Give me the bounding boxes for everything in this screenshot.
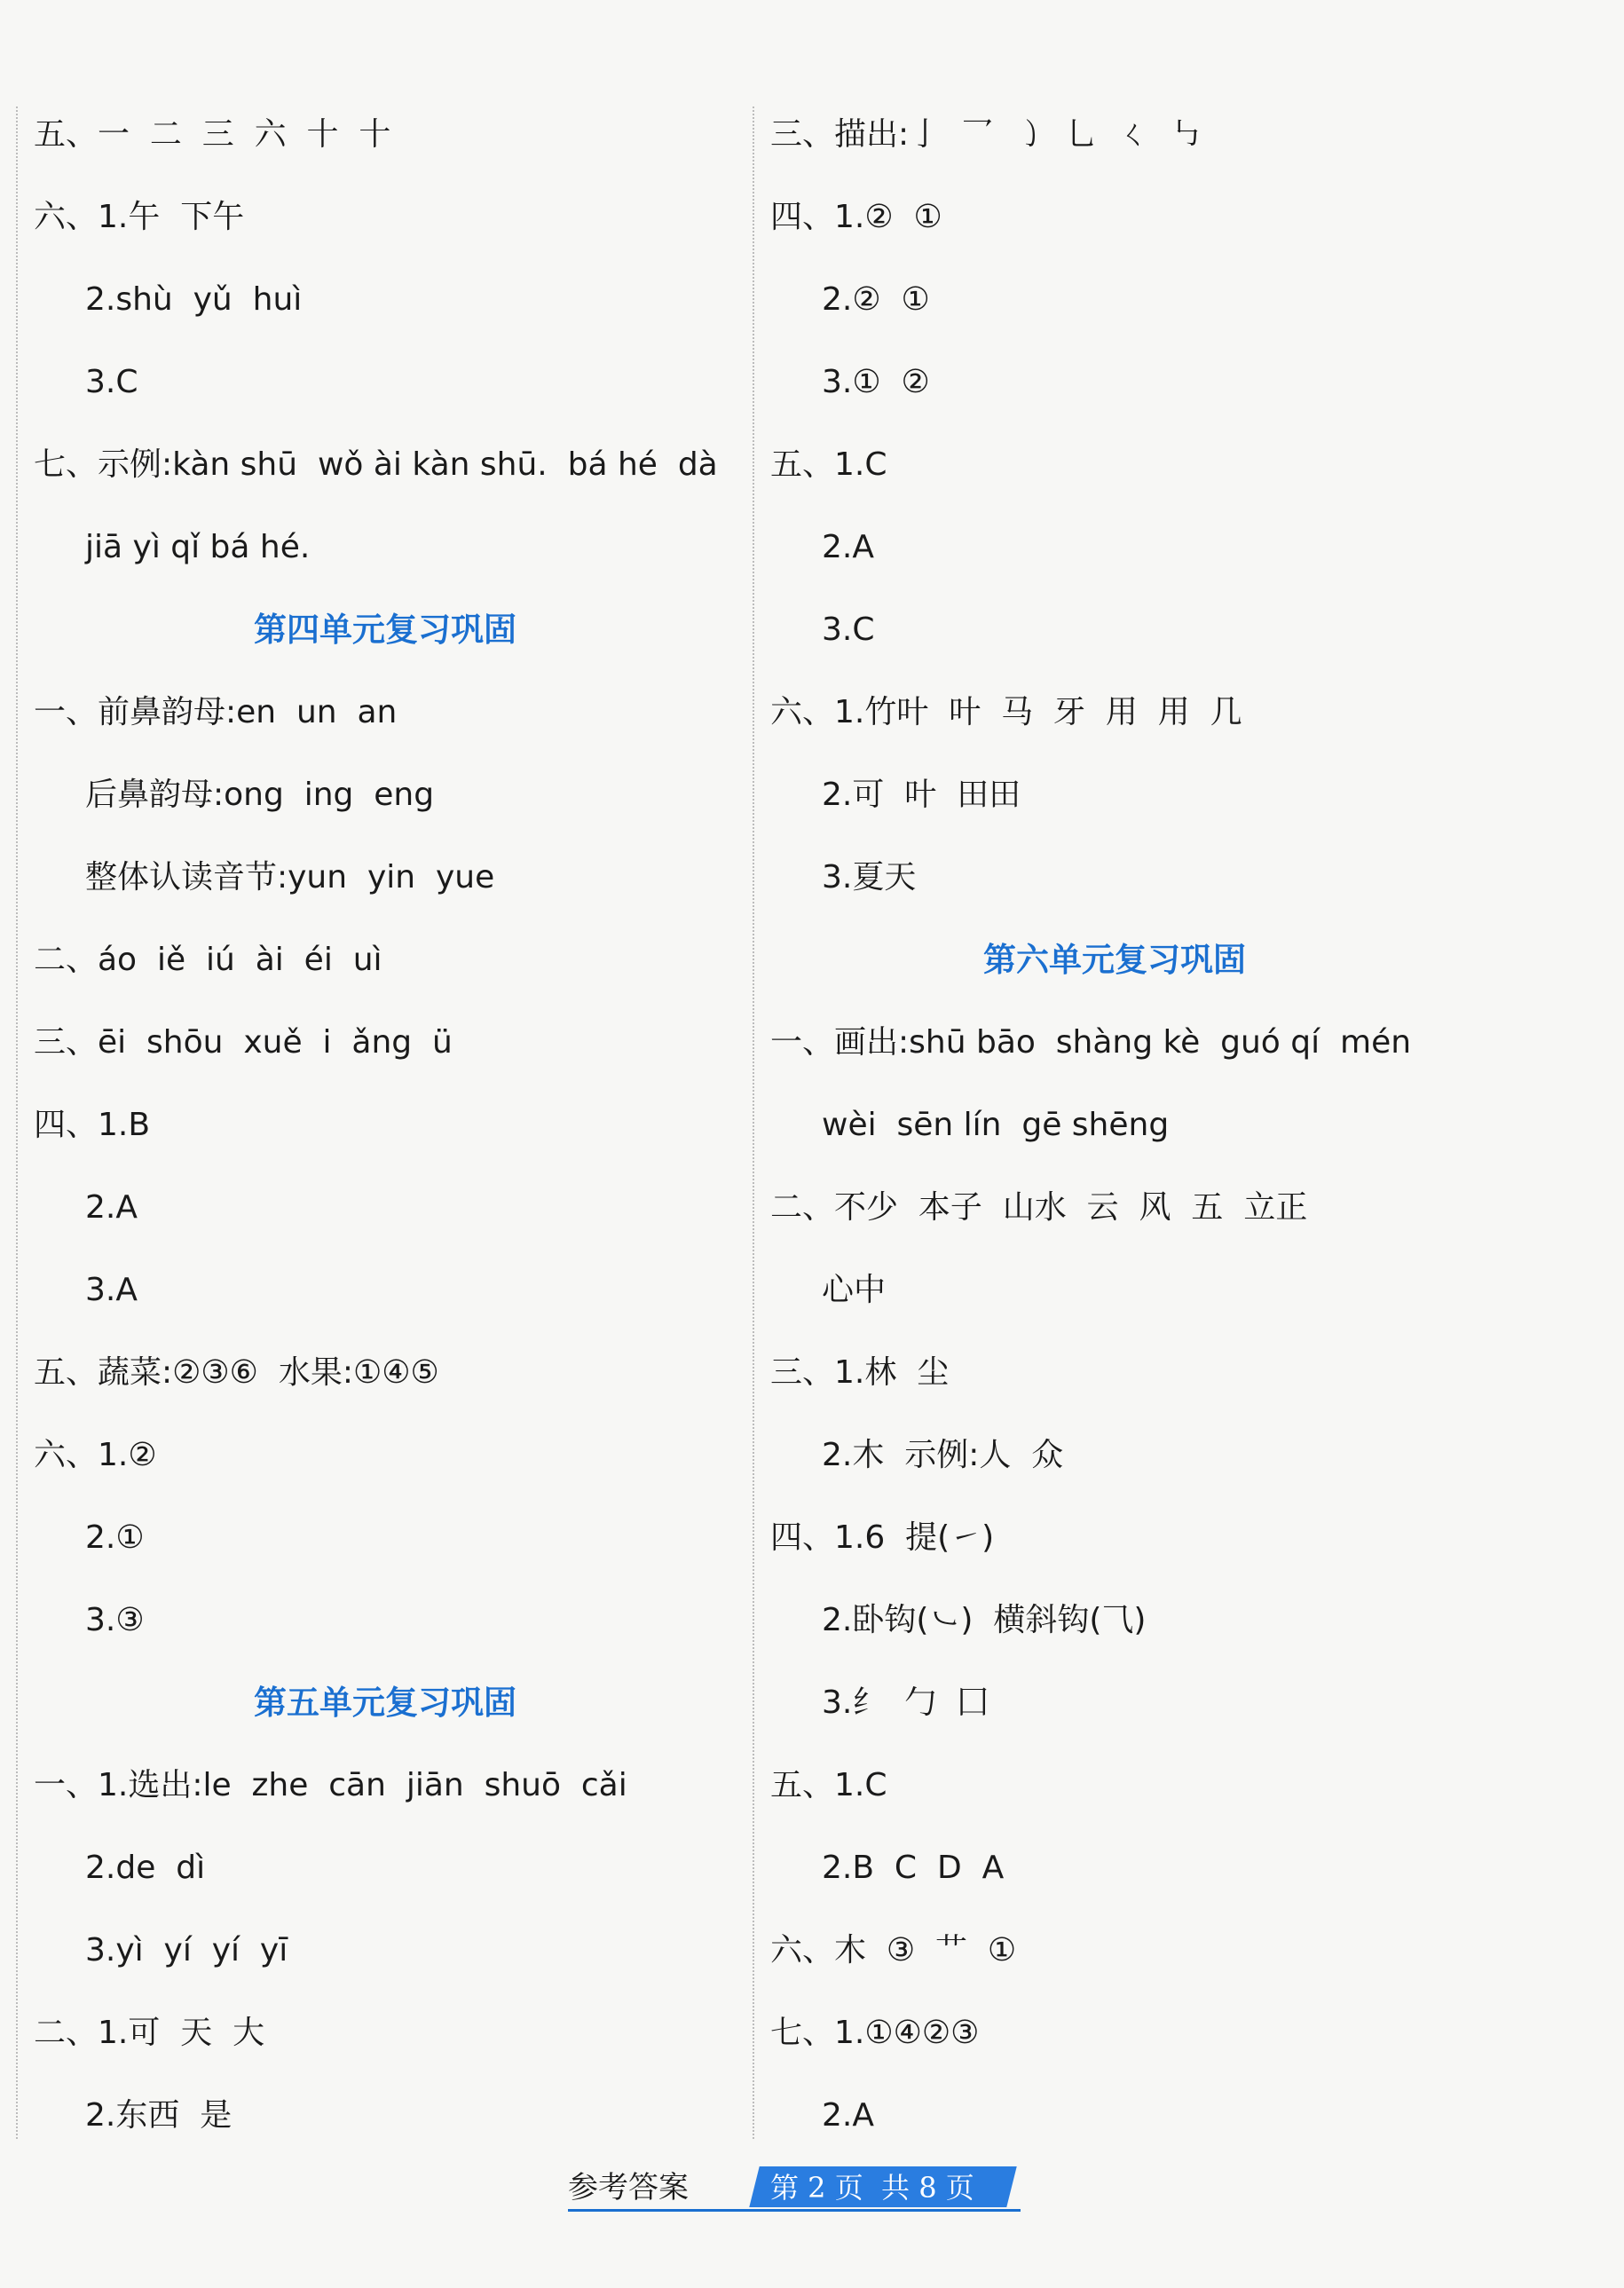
answer-line: 2.①	[85, 1519, 145, 1556]
answer-line: 心中	[822, 1272, 887, 1308]
answer-line: 五、蔬菜:②③⑥ 水果:①④⑤	[34, 1354, 439, 1391]
answer-line: jiā yì qǐ bá hé.	[85, 529, 311, 565]
answer-line: 二、1.可 天 大	[34, 2015, 265, 2051]
answer-line: 2.A	[822, 2097, 874, 2134]
answer-line: 一、画出:shū bāo shàng kè guó qí mén	[770, 1024, 1412, 1061]
answer-line: 一、1.选出:le zhe cān jiān shuō cǎi	[34, 1767, 627, 1803]
answer-line: 四、1.B	[34, 1107, 151, 1143]
answer-line: 三、1.林 尘	[770, 1354, 950, 1391]
answer-line: 3.A	[85, 1272, 138, 1308]
answer-line: 3.① ②	[822, 364, 930, 400]
footer-title: 参考答案	[568, 2170, 689, 2205]
answer-line: 七、示例:kàn shū wǒ ài kàn shū. bá hé dà	[34, 446, 718, 483]
answer-line: 2.可 叶 田田	[822, 777, 1021, 813]
answer-line: 五、1.C	[770, 1767, 887, 1803]
answer-line: 二、áo iě iú ài éi uì	[34, 942, 382, 978]
answer-line: 四、1.② ①	[770, 199, 942, 235]
answer-line: 2.东西 是	[85, 2097, 233, 2134]
answer-line: 2.木 示例:人 众	[822, 1437, 1064, 1473]
answer-line: 四、1.6 提(㇀)	[770, 1519, 995, 1556]
answer-line: wèi sēn lín gē shēng	[822, 1107, 1170, 1143]
answer-line: 2.② ①	[822, 281, 930, 318]
answer-line: 六、1.②	[34, 1437, 157, 1473]
section-heading: 第四单元复习巩固	[254, 611, 516, 649]
answer-line: 三、ēi shōu xuě i ǎng ü	[34, 1024, 453, 1061]
answer-line: 后鼻韵母:ong ing eng	[85, 777, 435, 813]
answer-line: 五、1.C	[770, 446, 887, 483]
answer-line: 五、一 二 三 六 十 十	[34, 116, 391, 153]
left-answer-column	[34, 0, 744, 2183]
column-divider	[753, 107, 754, 2139]
answer-line: 二、不少 本子 山水 云 风 五 立正	[770, 1189, 1308, 1226]
section-heading: 第五单元复习巩固	[254, 1684, 516, 1722]
answer-line: 六、1.竹叶 叶 马 牙 用 用 几	[770, 694, 1242, 730]
footer-underline	[568, 2209, 1021, 2212]
answer-line: 整体认读音节:yun yin yue	[85, 859, 495, 895]
answer-line: 2.A	[822, 529, 874, 565]
answer-line: 3.③	[85, 1602, 145, 1638]
answer-line: 3.C	[822, 611, 875, 648]
answer-line: 七、1.①④②③	[770, 2015, 980, 2051]
answer-line: 2.shù yǔ huì	[85, 281, 303, 318]
answer-line: 六、1.午 下午	[34, 199, 245, 235]
answer-line: 一、前鼻韵母:en un an	[34, 694, 398, 730]
answer-line: 三、描出:亅 乛 ㇁ 乚 ㄑ ㇉	[770, 116, 1202, 153]
answer-line: 2.卧钩(㇃) 横斜钩(⺄)	[822, 1602, 1147, 1638]
answer-line: 2.B C D A	[822, 1850, 1005, 1886]
answer-line: 2.de dì	[85, 1850, 206, 1886]
page-number: 第 2 页 共 8 页	[770, 2171, 974, 2205]
section-heading: 第六单元复习巩固	[983, 941, 1246, 979]
left-margin-divider	[16, 107, 18, 2139]
answer-line: 3.夏天	[822, 859, 917, 895]
answer-line: 2.A	[85, 1189, 138, 1226]
right-answer-column	[770, 0, 1569, 2183]
answer-line: 3.C	[85, 364, 138, 400]
answer-line: 3.纟 勹 囗	[822, 1684, 989, 1721]
answer-line: 六、木 ③ 艹 ①	[770, 1932, 1017, 1968]
answer-line: 3.yì yí yí yī	[85, 1932, 288, 1968]
